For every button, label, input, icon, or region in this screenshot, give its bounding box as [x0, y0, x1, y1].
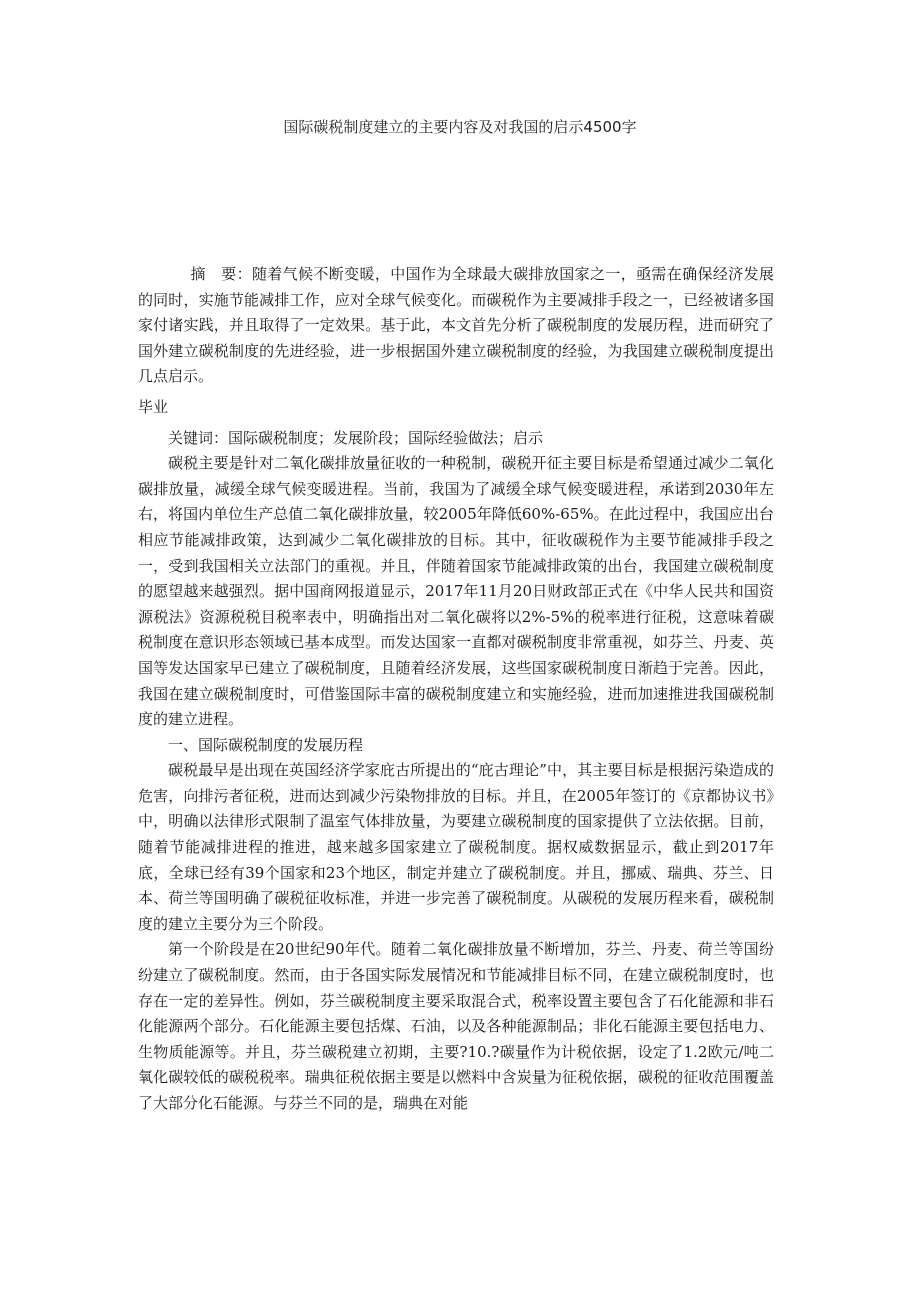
abstract-paragraph: 摘 要：随着气候不断变暖，中国作为全球最大碳排放国家之一，亟需在确保经济发展的同时，实施节能减排工作，应对全球气候变化。而碳税作为主要减排手段之一，已经被诸多国家付诸实践，并且取得了一定效果。基于此，本文首先分析了碳税制度的发展历程，进而研究了国外建立碳税制度的先进经验，进一步根据国外建立碳税制度的经验，为我国建立碳税制度提出几点启示。	[138, 265, 774, 386]
document-body	[138, 262, 774, 1117]
body-paragraph-intro: 碳税主要是针对二氧化碳排放量征收的一种税制，碳税开征主要目标是希望通过减少二氧化碳排放量，减缓全球气候变暖进程。当前，我国为了减缓全球气候变暖进程，承诺到2030年左右，将国内单位生产总值二氧化碳排放量，较2005年降低60%-65%。在此过程中，我国应出台相应节能减排政策，达到减少二氧化碳排放的目标。其中，征收碳税作为主要节能减排手段之一，受到我国相关立法部门的重视。并且，伴随着国家节能减排政策的出台，我国建立碳税制度的愿望越来越强烈。据中国商网报道显示，2017年11月20日财政部正式在《中华人民共和国资源税法》资源税税目税率表中，明确指出对二氧化碳将以2%-5%的税率进行征税，这意味着碳税制度在意识形态领域已基本成型。而发达国家一直都对碳税制度非常重视，如芬兰、丹麦、英国等发达国家早已建立了碳税制度，且随着经济发展，这些国家碳税制度日渐趋于完善。因此，我国在建立碳税制度时，可借鉴国际丰富的碳税制度建立和实施经验，进而加速推进我国碳税制度的建立进程。	[138, 454, 774, 729]
document-title: 国际碳税制度建立的主要内容及对我国的启示4500字	[283, 118, 637, 136]
stray-label: 毕业	[138, 397, 169, 416]
body-paragraph-stage-one: 第一个阶段是在20世纪90年代。随着二氧化碳排放量不断增加，芬兰、丹麦、荷兰等国纷纷建立了碳税制度。然而，由于各国实际发展情况和节能减排目标不同，在建立碳税制度时，也存在一定的差异性。例如，芬兰碳税制度主要采取混合式，税率设置主要包含了石化能源和非石化能源两个部分。石化能源主要包括煤、石油，以及各种能源制品；非化石能源主要包括电力、生物质能源等。并且，芬兰碳税建立初期，主要?10.?碳量作为计税依据，设定了1.2欧元/吨二氧化碳较低的碳税税率。瑞典征税依据主要是以燃料中含炭量为征税依据，碳税的征收范围覆盖了大部分化石能源。与芬兰不同的是，瑞典在对能	[138, 940, 774, 1112]
keywords-line: 关键词：国际碳税制度；发展阶段；国际经验做法；启示	[168, 428, 544, 447]
section-heading-1: 一、国际碳税制度的发展历程	[168, 735, 364, 754]
body-paragraph-history: 碳税最早是出现在英国经济学家庇古所提出的“庇古理论”中，其主要目标是根据污染造成的危害，向排污者征税，进而达到减少污染物排放的目标。并且，在2005年签订的《京都协议书》中，明确以法律形式限制了温室气体排放量，为要建立碳税制度的国家提供了立法依据。目前，随着节能减排进程的推进，越来越多国家建立了碳税制度。据权威数据显示，截止到2017年底，全球已经有39个国家和23个地区，制定并建立了碳税制度。并且，挪威、瑞典、芬兰、日本、荷兰等国明确了碳税征收标准，并进一步完善了碳税制度。从碳税的发展历程来看，碳税制度的建立主要分为三个阶段。	[138, 761, 774, 933]
